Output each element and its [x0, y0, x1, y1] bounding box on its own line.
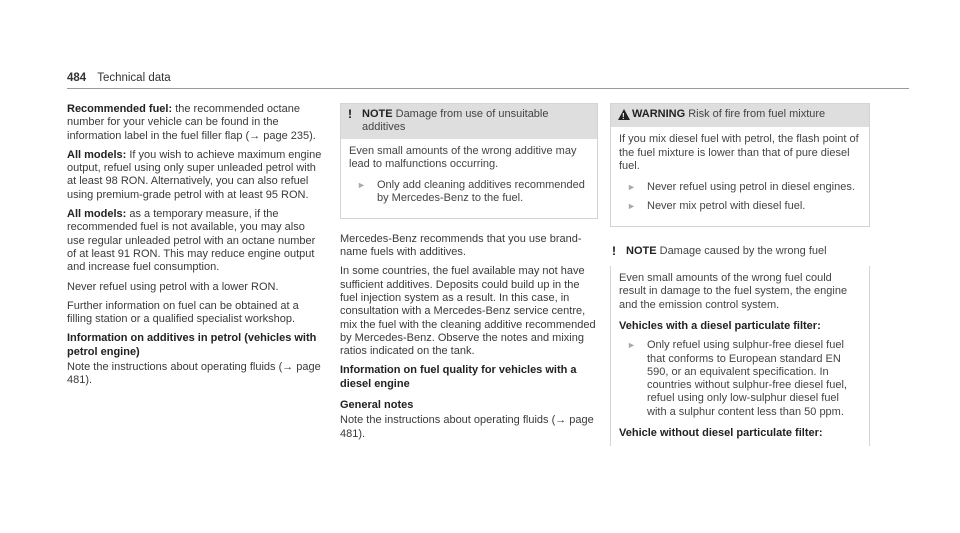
- warning-header: ! WARNING Risk of fire from fuel mixture: [611, 104, 869, 127]
- warning-icon: [618, 108, 632, 123]
- list-item: ► Never refuel using petrol in diesel engines.: [619, 181, 859, 194]
- all-models-temporary-paragraph: All models: as a temporary measure, if the recommended fuel is not available, you may also use regular unleaded petrol with an octane number of at least 91 RON. This may reduce engine output and increase fuel consumption.: [67, 208, 316, 274]
- operating-fluids-reference: Note the instructions about operating fluids (→ page 481).: [340, 414, 594, 440]
- note-body-wrong-fuel: Even small amounts of the wrong fuel could result in damage to the fuel system, the engine and the emission control system. Vehicles with a diesel particulate filter: ► Only refuel using sulphur-free diesel fuel that conforms to European standard EN 590, or an equivalent specification. In countries without sulphur-free diesel fuel, refuel using only low-sulphur diesel fuel with a sulphur content less than 50 ppm. Vehicle without diesel particulate filter:: [610, 266, 870, 446]
- header-divider: [67, 88, 909, 89]
- page-number: 484: [67, 72, 87, 84]
- note-icon: !: [612, 243, 616, 258]
- no-dpf-heading: Vehicle without diesel particulate filter:: [619, 427, 823, 440]
- section-title: Technical data: [97, 72, 171, 84]
- note-box-wrong-fuel: [610, 241, 870, 262]
- brand-fuels-paragraph: Mercedes-Benz recommends that you use brand-name fuels with additives.: [340, 232, 582, 259]
- note-header: ! NOTE Damage from use of unsuitable additives: [341, 104, 597, 139]
- additives-countries-paragraph: In some countries, the fuel available may not have sufficient additives. Deposits could build up in the fuel injection system as a result. In this case, in consultation with a Mercedes-Benz service centre, mix the fuel with the cleaning additive recommended by Mercedes-Benz. Observe the notes and mixing ratios indicated on the tank.: [340, 265, 596, 358]
- column-right: [610, 103, 870, 446]
- list-item: ► Never mix petrol with diesel fuel.: [619, 200, 859, 213]
- arrow-right-icon: ►: [357, 180, 366, 191]
- recommended-fuel-paragraph: Recommended fuel: the recommended octane number for your vehicle can be found in the information label in the fuel filler flap (→ page 235).: [67, 103, 316, 142]
- note-body: Even small amounts of the wrong additive may lead to malfunctions occurring.: [349, 144, 577, 170]
- general-notes-heading: General notes: [340, 399, 414, 412]
- page-header: [67, 72, 171, 84]
- operating-fluids-reference: Note the instructions about operating fluids (→ page 481).: [67, 361, 321, 387]
- list-item: ► Only add cleaning additives recommended by Mercedes-Benz to the fuel.: [349, 179, 587, 206]
- column-left: [67, 103, 325, 394]
- diesel-quality-heading: Information on fuel quality for vehicles with a diesel engine: [340, 364, 577, 390]
- list-item: ► Only refuel using sulphur-free diesel fuel that conforms to European standard EN 590, or an equivalent specification. In countries without sulphur-free diesel fuel, refuel using only low-sulphur diesel fuel with a sulphur content less than 50 ppm.: [619, 339, 859, 419]
- arrow-right-icon: ►: [627, 201, 636, 212]
- all-models-paragraph: All models: If you wish to achieve maximum engine output, refuel using only super unleaded petrol with at least 98 RON. Alternatively, you can also refuel using premium-grade petrol with at least 95 RON.: [67, 148, 322, 201]
- arrow-right-icon: ►: [627, 182, 636, 193]
- arrow-right-icon: ►: [627, 340, 636, 351]
- note-box-additives: [340, 103, 598, 219]
- note-header: ! NOTE Damage caused by the wrong fuel: [612, 243, 827, 258]
- dpf-heading: Vehicles with a diesel particulate filter:: [619, 319, 821, 332]
- further-info-paragraph: Further information on fuel can be obtained at a filling station or a qualified specialist workshop.: [67, 299, 299, 326]
- column-middle: [340, 103, 598, 447]
- additives-heading: Information on additives in petrol (vehicles with petrol engine): [67, 332, 317, 358]
- lower-ron-paragraph: Never refuel using petrol with a lower RON.: [67, 280, 279, 293]
- warning-body: If you mix diesel fuel with petrol, the flash point of the fuel mixture is lower than that of pure diesel fuel.: [619, 133, 859, 172]
- warning-box-fuel-mixture: [610, 103, 870, 227]
- note-icon: !: [348, 107, 352, 121]
